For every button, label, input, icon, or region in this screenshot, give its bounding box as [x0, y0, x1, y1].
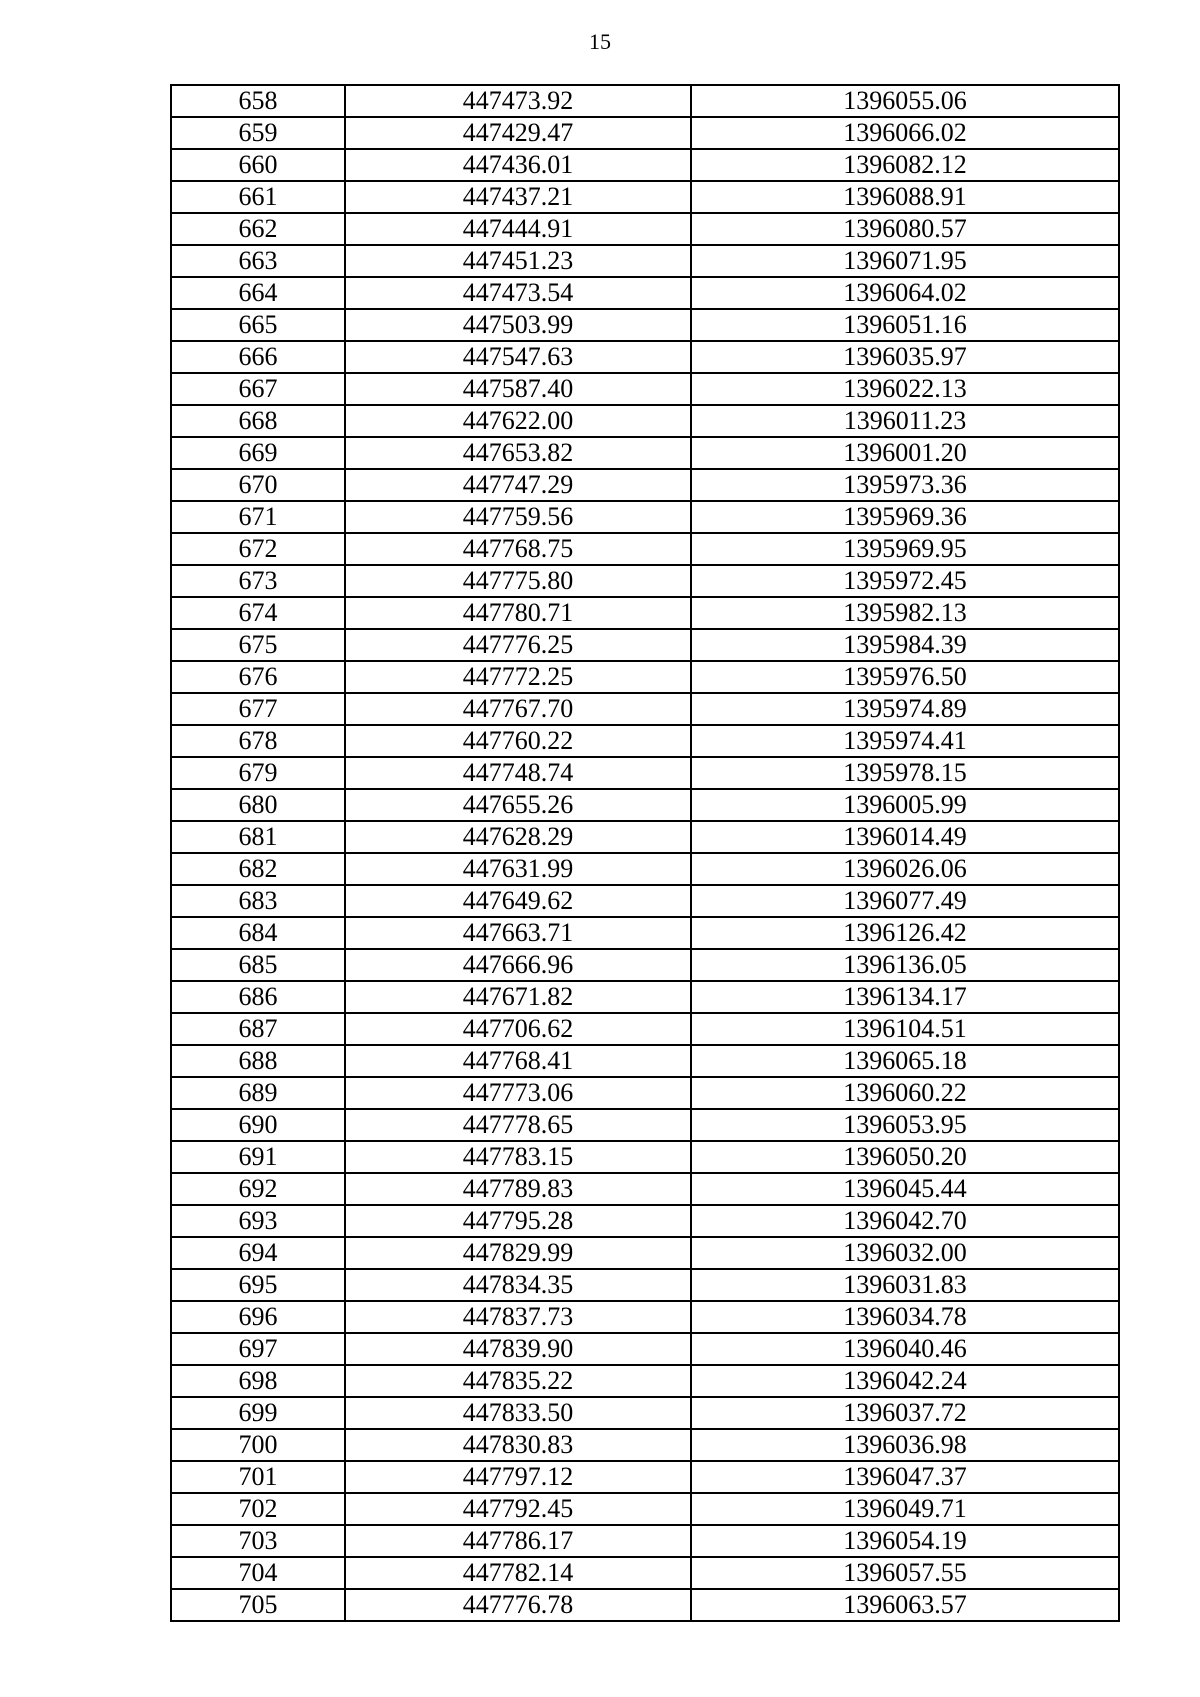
- point-number-cell: 679: [171, 757, 345, 789]
- y-coordinate-cell: 1395976.50: [691, 661, 1119, 693]
- x-coordinate-cell: 447663.71: [345, 917, 691, 949]
- x-coordinate-cell: 447776.25: [345, 629, 691, 661]
- point-number-cell: 663: [171, 245, 345, 277]
- point-number-cell: 698: [171, 1365, 345, 1397]
- x-coordinate-cell: 447775.80: [345, 565, 691, 597]
- x-coordinate-cell: 447444.91: [345, 213, 691, 245]
- table-row: [171, 1365, 1119, 1397]
- y-coordinate-cell: 1395982.13: [691, 597, 1119, 629]
- point-number-cell: 700: [171, 1429, 345, 1461]
- y-coordinate-cell: 1395974.41: [691, 725, 1119, 757]
- y-coordinate-cell: 1396082.12: [691, 149, 1119, 181]
- x-coordinate-cell: 447797.12: [345, 1461, 691, 1493]
- y-coordinate-cell: 1395984.39: [691, 629, 1119, 661]
- table-row: [171, 341, 1119, 373]
- y-coordinate-cell: 1396035.97: [691, 341, 1119, 373]
- x-coordinate-cell: 447792.45: [345, 1493, 691, 1525]
- y-coordinate-cell: 1396080.57: [691, 213, 1119, 245]
- x-coordinate-cell: 447830.83: [345, 1429, 691, 1461]
- y-coordinate-cell: 1395969.36: [691, 501, 1119, 533]
- table-row: [171, 1013, 1119, 1045]
- x-coordinate-cell: 447473.92: [345, 85, 691, 117]
- y-coordinate-cell: 1395969.95: [691, 533, 1119, 565]
- point-number-cell: 691: [171, 1141, 345, 1173]
- point-number-cell: 683: [171, 885, 345, 917]
- table-row: [171, 213, 1119, 245]
- page-number: 15: [589, 29, 611, 54]
- y-coordinate-cell: 1396053.95: [691, 1109, 1119, 1141]
- x-coordinate-cell: 447429.47: [345, 117, 691, 149]
- y-coordinate-cell: 1396037.72: [691, 1397, 1119, 1429]
- y-coordinate-cell: 1396032.00: [691, 1237, 1119, 1269]
- y-coordinate-cell: 1396011.23: [691, 405, 1119, 437]
- table-row: [171, 629, 1119, 661]
- table-row: [171, 1461, 1119, 1493]
- y-coordinate-cell: 1396126.42: [691, 917, 1119, 949]
- table-row: [171, 1429, 1119, 1461]
- table-row: [171, 85, 1119, 117]
- table-row: [171, 885, 1119, 917]
- point-number-cell: 677: [171, 693, 345, 725]
- y-coordinate-cell: 1396049.71: [691, 1493, 1119, 1525]
- x-coordinate-cell: 447768.41: [345, 1045, 691, 1077]
- y-coordinate-cell: 1396063.57: [691, 1589, 1119, 1621]
- table-row: [171, 725, 1119, 757]
- y-coordinate-cell: 1396136.05: [691, 949, 1119, 981]
- x-coordinate-cell: 447789.83: [345, 1173, 691, 1205]
- y-coordinate-cell: 1395978.15: [691, 757, 1119, 789]
- point-number-cell: 681: [171, 821, 345, 853]
- point-number-cell: 692: [171, 1173, 345, 1205]
- y-coordinate-cell: 1396014.49: [691, 821, 1119, 853]
- table-row: [171, 1397, 1119, 1429]
- point-number-cell: 697: [171, 1333, 345, 1365]
- table-row: [171, 565, 1119, 597]
- x-coordinate-cell: 447587.40: [345, 373, 691, 405]
- x-coordinate-cell: 447760.22: [345, 725, 691, 757]
- x-coordinate-cell: 447834.35: [345, 1269, 691, 1301]
- table-row: [171, 149, 1119, 181]
- point-number-cell: 694: [171, 1237, 345, 1269]
- y-coordinate-cell: 1396050.20: [691, 1141, 1119, 1173]
- x-coordinate-cell: 447829.99: [345, 1237, 691, 1269]
- y-coordinate-cell: 1396045.44: [691, 1173, 1119, 1205]
- point-number-cell: 676: [171, 661, 345, 693]
- table-row: [171, 309, 1119, 341]
- point-number-cell: 690: [171, 1109, 345, 1141]
- y-coordinate-cell: 1396066.02: [691, 117, 1119, 149]
- y-coordinate-cell: 1396057.55: [691, 1557, 1119, 1589]
- point-number-cell: 664: [171, 277, 345, 309]
- table-row: [171, 693, 1119, 725]
- table-row: [171, 597, 1119, 629]
- x-coordinate-cell: 447773.06: [345, 1077, 691, 1109]
- y-coordinate-cell: 1396065.18: [691, 1045, 1119, 1077]
- table-row: [171, 1333, 1119, 1365]
- table-row: [171, 949, 1119, 981]
- y-coordinate-cell: 1395972.45: [691, 565, 1119, 597]
- x-coordinate-cell: 447780.71: [345, 597, 691, 629]
- point-number-cell: 670: [171, 469, 345, 501]
- point-number-cell: 687: [171, 1013, 345, 1045]
- point-number-cell: 667: [171, 373, 345, 405]
- table-row: [171, 1237, 1119, 1269]
- table-row: [171, 501, 1119, 533]
- point-number-cell: 696: [171, 1301, 345, 1333]
- y-coordinate-cell: 1396042.24: [691, 1365, 1119, 1397]
- table-row: [171, 1589, 1119, 1621]
- x-coordinate-cell: 447768.75: [345, 533, 691, 565]
- point-number-cell: 658: [171, 85, 345, 117]
- point-number-cell: 668: [171, 405, 345, 437]
- x-coordinate-cell: 447628.29: [345, 821, 691, 853]
- table-row: [171, 917, 1119, 949]
- point-number-cell: 689: [171, 1077, 345, 1109]
- y-coordinate-cell: 1396036.98: [691, 1429, 1119, 1461]
- y-coordinate-cell: 1396054.19: [691, 1525, 1119, 1557]
- x-coordinate-cell: 447782.14: [345, 1557, 691, 1589]
- table-row: [171, 277, 1119, 309]
- table-row: [171, 1141, 1119, 1173]
- point-number-cell: 661: [171, 181, 345, 213]
- point-number-cell: 669: [171, 437, 345, 469]
- table-row: [171, 533, 1119, 565]
- x-coordinate-cell: 447747.29: [345, 469, 691, 501]
- table-row: [171, 1301, 1119, 1333]
- x-coordinate-cell: 447671.82: [345, 981, 691, 1013]
- y-coordinate-cell: 1396134.17: [691, 981, 1119, 1013]
- table-row: [171, 1045, 1119, 1077]
- table-row: [171, 1525, 1119, 1557]
- x-coordinate-cell: 447772.25: [345, 661, 691, 693]
- x-coordinate-cell: 447748.74: [345, 757, 691, 789]
- table-row: [171, 789, 1119, 821]
- point-number-cell: 678: [171, 725, 345, 757]
- y-coordinate-cell: 1396055.06: [691, 85, 1119, 117]
- x-coordinate-cell: 447837.73: [345, 1301, 691, 1333]
- table-row: [171, 437, 1119, 469]
- x-coordinate-cell: 447649.62: [345, 885, 691, 917]
- point-number-cell: 704: [171, 1557, 345, 1589]
- x-coordinate-cell: 447776.78: [345, 1589, 691, 1621]
- point-number-cell: 674: [171, 597, 345, 629]
- table-row: [171, 1557, 1119, 1589]
- coordinates-table: [170, 84, 1120, 1622]
- x-coordinate-cell: 447786.17: [345, 1525, 691, 1557]
- x-coordinate-cell: 447778.65: [345, 1109, 691, 1141]
- x-coordinate-cell: 447631.99: [345, 853, 691, 885]
- point-number-cell: 673: [171, 565, 345, 597]
- point-number-cell: 701: [171, 1461, 345, 1493]
- y-coordinate-cell: 1396026.06: [691, 853, 1119, 885]
- point-number-cell: 693: [171, 1205, 345, 1237]
- x-coordinate-cell: 447706.62: [345, 1013, 691, 1045]
- point-number-cell: 686: [171, 981, 345, 1013]
- y-coordinate-cell: 1395974.89: [691, 693, 1119, 725]
- point-number-cell: 672: [171, 533, 345, 565]
- x-coordinate-cell: 447795.28: [345, 1205, 691, 1237]
- x-coordinate-cell: 447503.99: [345, 309, 691, 341]
- point-number-cell: 675: [171, 629, 345, 661]
- point-number-cell: 659: [171, 117, 345, 149]
- point-number-cell: 666: [171, 341, 345, 373]
- table-row: [171, 757, 1119, 789]
- x-coordinate-cell: 447767.70: [345, 693, 691, 725]
- x-coordinate-cell: 447451.23: [345, 245, 691, 277]
- table-row: [171, 1269, 1119, 1301]
- point-number-cell: 695: [171, 1269, 345, 1301]
- point-number-cell: 703: [171, 1525, 345, 1557]
- table-row: [171, 1077, 1119, 1109]
- y-coordinate-cell: 1396022.13: [691, 373, 1119, 405]
- table-row: [171, 1493, 1119, 1525]
- table-row: [171, 405, 1119, 437]
- table-row: [171, 1109, 1119, 1141]
- x-coordinate-cell: 447839.90: [345, 1333, 691, 1365]
- table-row: [171, 1173, 1119, 1205]
- table-row: [171, 117, 1119, 149]
- y-coordinate-cell: 1395973.36: [691, 469, 1119, 501]
- point-number-cell: 702: [171, 1493, 345, 1525]
- point-number-cell: 682: [171, 853, 345, 885]
- x-coordinate-cell: 447655.26: [345, 789, 691, 821]
- y-coordinate-cell: 1396005.99: [691, 789, 1119, 821]
- y-coordinate-cell: 1396060.22: [691, 1077, 1119, 1109]
- table-row: [171, 981, 1119, 1013]
- x-coordinate-cell: 447437.21: [345, 181, 691, 213]
- y-coordinate-cell: 1396031.83: [691, 1269, 1119, 1301]
- table-row: [171, 181, 1119, 213]
- y-coordinate-cell: 1396001.20: [691, 437, 1119, 469]
- y-coordinate-cell: 1396040.46: [691, 1333, 1119, 1365]
- y-coordinate-cell: 1396104.51: [691, 1013, 1119, 1045]
- x-coordinate-cell: 447783.15: [345, 1141, 691, 1173]
- x-coordinate-cell: 447622.00: [345, 405, 691, 437]
- point-number-cell: 665: [171, 309, 345, 341]
- y-coordinate-cell: 1396047.37: [691, 1461, 1119, 1493]
- point-number-cell: 671: [171, 501, 345, 533]
- point-number-cell: 660: [171, 149, 345, 181]
- point-number-cell: 699: [171, 1397, 345, 1429]
- y-coordinate-cell: 1396051.16: [691, 309, 1119, 341]
- x-coordinate-cell: 447436.01: [345, 149, 691, 181]
- x-coordinate-cell: 447835.22: [345, 1365, 691, 1397]
- table-row: [171, 469, 1119, 501]
- y-coordinate-cell: 1396034.78: [691, 1301, 1119, 1333]
- table-row: [171, 821, 1119, 853]
- x-coordinate-cell: 447473.54: [345, 277, 691, 309]
- y-coordinate-cell: 1396071.95: [691, 245, 1119, 277]
- point-number-cell: 685: [171, 949, 345, 981]
- table-row: [171, 1205, 1119, 1237]
- point-number-cell: 688: [171, 1045, 345, 1077]
- table-row: [171, 661, 1119, 693]
- x-coordinate-cell: 447759.56: [345, 501, 691, 533]
- point-number-cell: 684: [171, 917, 345, 949]
- table-row: [171, 373, 1119, 405]
- point-number-cell: 705: [171, 1589, 345, 1621]
- coordinates-table-body: [171, 85, 1119, 1621]
- point-number-cell: 680: [171, 789, 345, 821]
- y-coordinate-cell: 1396064.02: [691, 277, 1119, 309]
- point-number-cell: 662: [171, 213, 345, 245]
- table-row: [171, 245, 1119, 277]
- y-coordinate-cell: 1396088.91: [691, 181, 1119, 213]
- y-coordinate-cell: 1396042.70: [691, 1205, 1119, 1237]
- x-coordinate-cell: 447833.50: [345, 1397, 691, 1429]
- y-coordinate-cell: 1396077.49: [691, 885, 1119, 917]
- table-row: [171, 853, 1119, 885]
- x-coordinate-cell: 447547.63: [345, 341, 691, 373]
- x-coordinate-cell: 447666.96: [345, 949, 691, 981]
- x-coordinate-cell: 447653.82: [345, 437, 691, 469]
